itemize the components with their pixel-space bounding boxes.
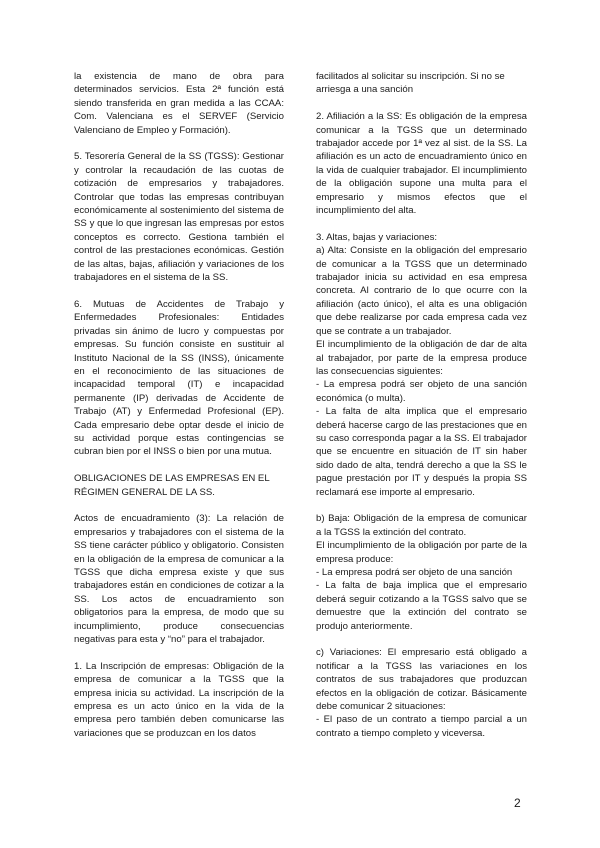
paragraph-tgss: 5. Tesorería General de la SS (TGSS): Gestionar y controlar la recaudación de las cuotas de cotización de empresarios y trabajadores. Controlar que todas las empresas contribuyan económicamente al sostenimiento del sistema de SS y que lo que ingresan las empresas por estos conceptos es correcto. Gestiona también el control de las prestaciones económicas. Gestión de las altas, bajas, afiliación y variaciones de los trabajadores en el sistema de la SS. — [74, 151, 284, 284]
section-heading-obligaciones: OBLIGACIONES DE LAS EMPRESAS EN EL RÉGIMEN GENERAL DE LA SS. — [74, 473, 270, 498]
subheading-altas-bajas: 3. Altas, bajas y variaciones: — [316, 231, 438, 243]
paragraph-actos-encuadramiento: Actos de encuadramiento (3): La relación de empresarios y trabajadores con el sistema de la SS tiene carácter público y obligatorio. Consisten en la obligación de la empresa de comunicar a la TGSS que dicha empresa existe y que sus trabajadores están en condiciones de cotizar a la SS. Los actos de encuadramiento son obligatorios para la empresa, de modo que su incumplimiento, produce consecuencias negativas para esta y “no” para el trabajador. — [74, 513, 284, 645]
list-item-baja-cotizando: - La falta de baja implica que el empresario deberá seguir cotizando a la TGSS salvo que se demuestre que la extinción del contrato se produjo anteriormente. — [316, 580, 527, 632]
paragraph-baja-incumplimiento: El incumplimiento de la obligación por parte de la empresa produce: — [316, 540, 527, 565]
list-item-variaciones-contrato: - El paso de un contrato a tiempo parcial a un contrato a tiempo completo y viceversa. — [316, 714, 527, 739]
paragraph-mutuas: 6. Mutuas de Accidentes de Trabajo y Enfermedades Profesionales: Entidades privadas sin ánimo de lucro y compuestas por empresas. Su función consiste en sustituir al Instituto Nacional de la SS (INSS), únicamente en el reconocimiento de las situaciones de incapacidad temporal (IT) e incapacidad permanente (IP) derivadas de Accidente de Trabajo (AT) y Enfermedad Profesional (EP). Cada empresario debe optar desde el inicio de su actividad porque estas contingencias se cubran bien por el INSS o bien por una mutua. — [74, 298, 284, 458]
paragraph-baja: b) Baja: Obligación de la empresa de comunicar a la TGSS la extinción del contrato. — [316, 513, 527, 538]
page-number: 2 — [514, 796, 521, 810]
paragraph-afiliacion: 2. Afiliación a la SS: Es obligación de la empresa comunicar a la TGSS que un determinado trabajador accede por 1ª vez al sist. de la SS. La afiliación es un acto de encuadramiento único en la vida de cualquier trabajador. El incumplimiento de la obligación supone una multa para el empresario y mismos efectos que el incumplimiento del alta. — [316, 111, 527, 217]
paragraph-servef: la existencia de mano de obra para determinados servicios. Esta 2ª función está siendo transferida en gran medida a las CCAA: Com. Valenciana es el SERVEF (Servicio Valenciano de Empleo y Formación). — [74, 71, 284, 136]
list-item-alta-sancion: - La empresa podrá ser objeto de una sanción económica (o multa). — [316, 379, 527, 404]
paragraph-alta: a) Alta: Consiste en la obligación del empresario de comunicar a la TGSS que un determinado trabajador inicia su actividad en esa empresa concreta. Al contrario de lo que ocurre con la afiliación (acto único), el alta es una obligación que debe realizarse por cada empresa cada vez que se contrate a un trabajador. — [316, 245, 527, 337]
paragraph-variaciones: c) Variaciones: El empresario está obligado a notificar a la TGSS las variaciones en los contratos de sus trabajadores que produzcan efectos en la obligación de cotizar. Básicamente debe comunicar 2 situaciones: — [316, 647, 527, 713]
left-column — [74, 70, 284, 740]
paragraph-inscripcion-cont: facilitados al solicitar su inscripción. Si no se arriesga a una sanción — [316, 71, 505, 96]
list-item-baja-sancion: - La empresa podrá ser objeto de una sanción — [316, 566, 513, 578]
list-item-alta-prestaciones: - La falta de alta implica que el empresario deberá hacerse cargo de las prestaciones que en su caso corresponda pagar a la SS. El trabajador que se encuentre en situación de IT sin haber sido dado de alta, tendrá derecho a que la SS le pague prestación por IT y después la propia SS reclamará ese importe al empresario. — [316, 406, 527, 498]
paragraph-inscripcion-empresas: 1. La Inscripción de empresas: Obligación de la empresa de comunicar a la TGSS que la empresa inicia su actividad. La inscripción de la empresa es un acto único en la vida de la empresa pero también deben comunicarse las variaciones que se produzcan en los datos — [74, 660, 284, 739]
paragraph-alta-incumplimiento: El incumplimiento de la obligación de dar de alta al trabajador, por parte de la empresa produce las consecuencias siguientes: — [316, 339, 527, 377]
right-column — [316, 70, 527, 740]
